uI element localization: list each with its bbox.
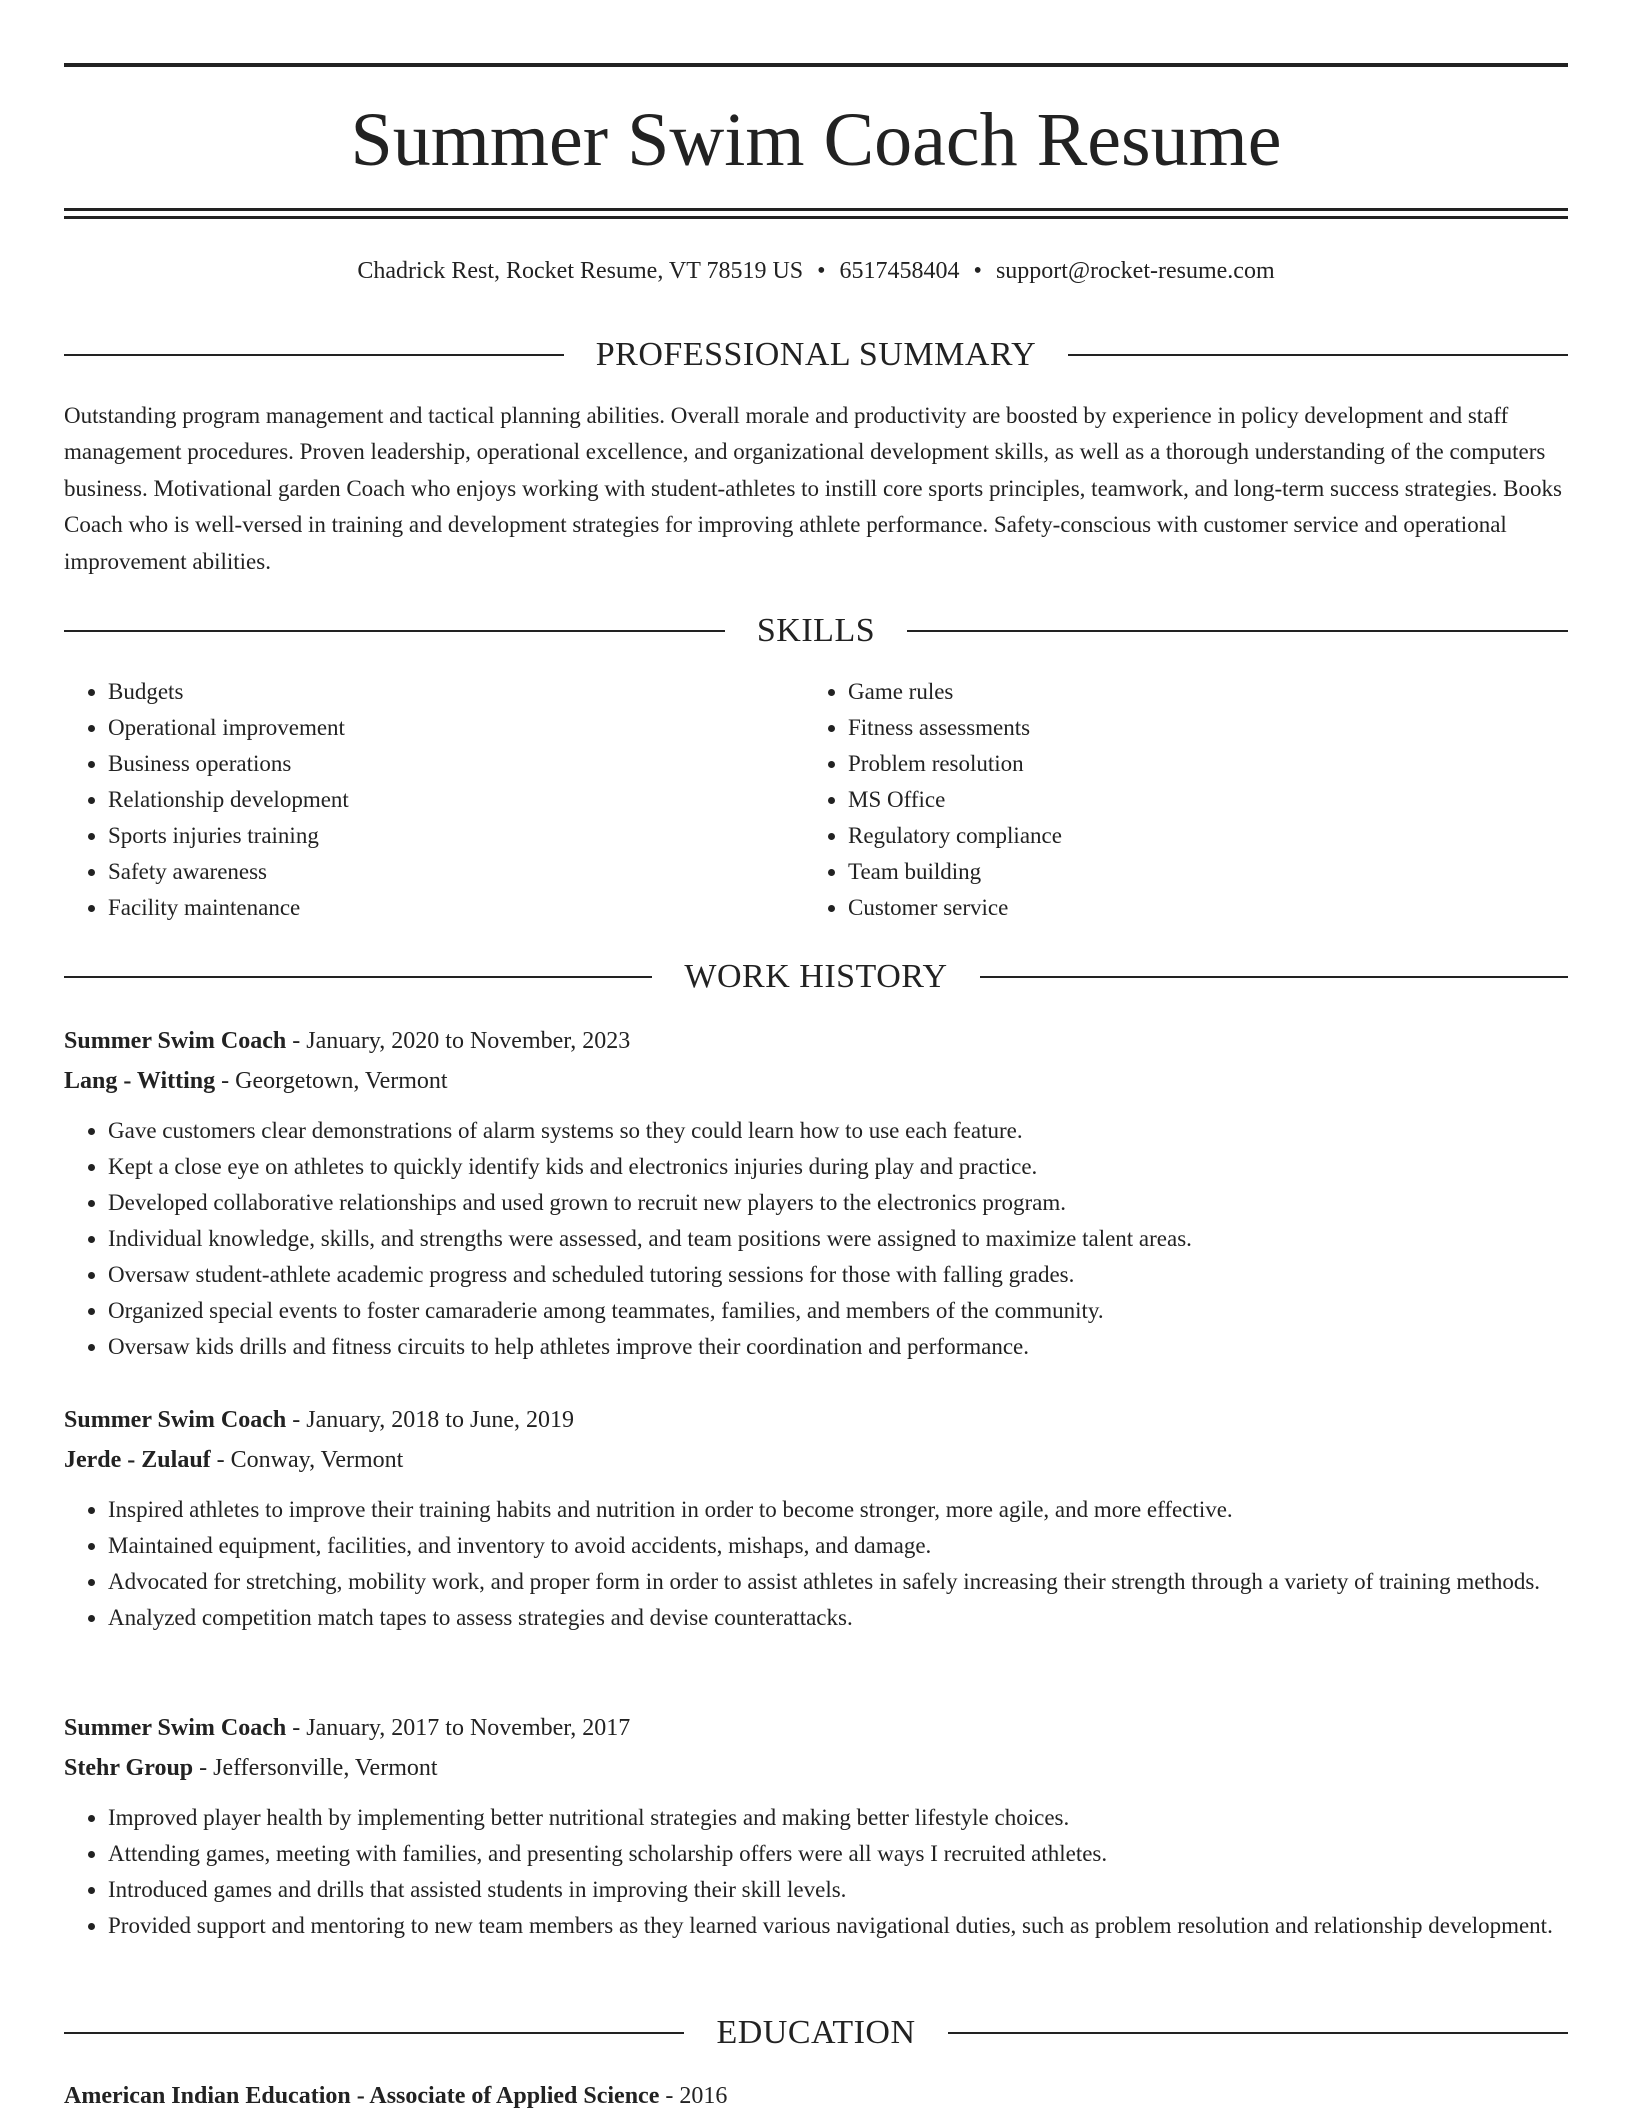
job-bullet: • Maintained equipment, facilities, and inventory to avoid accidents, mishaps, and damage. <box>108 1528 1568 1564</box>
job-employer-line <box>64 1750 1568 1786</box>
job-location: - Georgetown, Vermont <box>221 1068 448 1094</box>
job-bullet: • Inspired athletes to improve their training habits and nutrition in order to become stronger, more agile, and more effective. <box>108 1492 1568 1528</box>
skill-item: • Team building <box>848 854 1544 890</box>
skill-item: • Facility maintenance <box>108 890 804 926</box>
section-title: PROFESSIONAL SUMMARY <box>595 336 1037 373</box>
skill-item: • Business operations <box>108 746 804 782</box>
skill-item: • Sports injuries training <box>108 818 804 854</box>
skills-column-right <box>804 674 1544 926</box>
job-bullets <box>64 1800 1568 1944</box>
skill-item: • Budgets <box>108 674 804 710</box>
contact-phone: 6517458404 <box>839 258 960 284</box>
skill-item: • Regulatory compliance <box>848 818 1544 854</box>
contact-address: Chadrick Rest, Rocket Resume, VT 78519 US <box>357 258 804 284</box>
job-bullet: • Introduced games and drills that assisted students in improving their skill levels. <box>108 1872 1568 1908</box>
job-employer-line <box>64 1063 1568 1099</box>
job-bullets <box>64 1113 1568 1365</box>
job-role-line <box>64 1023 1568 1063</box>
education-year: - 2016 <box>665 2083 728 2109</box>
job-role-line <box>64 1402 1568 1442</box>
contact-separator: • <box>817 258 826 284</box>
job-entry <box>64 1402 1568 1636</box>
job-dates: - January, 2018 to June, 2019 <box>292 1407 574 1433</box>
job-bullet: • Individual knowledge, skills, and strengths were assessed, and team positions were assigned to maximize talent areas. <box>108 1221 1568 1257</box>
contact-email[interactable]: support@rocket-resume.com <box>995 258 1275 284</box>
job-dates: - January, 2020 to November, 2023 <box>292 1028 631 1054</box>
job-title: Summer Swim Coach <box>64 1407 287 1433</box>
job-bullet: • Organized special events to foster camaraderie among teammates, families, and members of the community. <box>108 1293 1568 1329</box>
job-company: Jerde - Zulauf <box>64 1447 211 1473</box>
section-header-summary <box>64 333 1568 377</box>
contact-separator: • <box>973 258 982 284</box>
contact-line <box>64 253 1568 289</box>
job-bullet: • Oversaw student-athlete academic progress and scheduled tutoring sessions for those with falling grades. <box>108 1257 1568 1293</box>
skills-list <box>64 674 1568 926</box>
skill-item: • Problem resolution <box>848 746 1544 782</box>
section-rule <box>980 976 1568 978</box>
section-rule <box>64 2032 684 2034</box>
job-title: Summer Swim Coach <box>64 1715 287 1741</box>
top-rule <box>64 63 1568 67</box>
skill-item: • Relationship development <box>108 782 804 818</box>
education-school-degree: American Indian Education - Associate of Applied Science <box>64 2083 660 2109</box>
education-entry <box>64 2078 1568 2114</box>
job-location: - Conway, Vermont <box>216 1447 404 1473</box>
job-role-line <box>64 1710 1568 1750</box>
skill-item: • Safety awareness <box>108 854 804 890</box>
section-rule <box>907 630 1568 632</box>
section-header-work-history <box>64 955 1568 999</box>
job-company: Stehr Group <box>64 1755 194 1781</box>
job-bullets <box>64 1492 1568 1636</box>
skills-column-left <box>64 674 804 926</box>
job-bullet: • Gave customers clear demonstrations of alarm systems so they could learn how to use each feature. <box>108 1113 1568 1149</box>
job-bullet: • Oversaw kids drills and fitness circuits to help athletes improve their coordination and performance. <box>108 1329 1568 1365</box>
job-entry <box>64 1023 1568 1365</box>
skill-item: • Customer service <box>848 890 1544 926</box>
job-title: Summer Swim Coach <box>64 1028 287 1054</box>
job-bullet: • Provided support and mentoring to new team members as they learned various navigational duties, such as problem resolution and relationship development. <box>108 1908 1568 1944</box>
job-employer-line <box>64 1442 1568 1478</box>
section-header-education <box>64 2011 1568 2055</box>
section-rule <box>64 630 725 632</box>
title-rule-upper <box>64 208 1568 211</box>
job-bullet: • Improved player health by implementing better nutritional strategies and making better lifestyle choices. <box>108 1800 1568 1836</box>
job-location: - Jeffersonville, Vermont <box>199 1755 438 1781</box>
job-company: Lang - Witting <box>64 1068 216 1094</box>
section-title: WORK HISTORY <box>684 958 948 995</box>
skill-item: • Fitness assessments <box>848 710 1544 746</box>
job-bullet: • Attending games, meeting with families, and presenting scholarship offers were all ways I recruited athletes. <box>108 1836 1568 1872</box>
job-bullet: • Analyzed competition match tapes to assess strategies and devise counterattacks. <box>108 1600 1568 1636</box>
skill-item: • Game rules <box>848 674 1544 710</box>
section-title: SKILLS <box>756 612 876 649</box>
job-dates: - January, 2017 to November, 2017 <box>292 1715 631 1741</box>
skill-item: • Operational improvement <box>108 710 804 746</box>
skill-item: • MS Office <box>848 782 1544 818</box>
summary-text: Outstanding program management and tactical planning abilities. Overall morale and productivity are boosted by experience in policy development and staff management procedures. Proven leadership, operational excellence, and organizational development skills, as well as a thorough understanding of the computers business. Motivational garden Coach who enjoys working with student-athletes to instill core sports principles, teamwork, and long-term success strategies. Books Coach who is well-versed in training and development strategies for improving athlete performance. Safety-conscious with customer service and operational improvement abilities. <box>64 403 1562 574</box>
section-rule <box>1068 354 1568 356</box>
section-rule <box>64 976 652 978</box>
section-rule <box>948 2032 1568 2034</box>
job-bullet: • Advocated for stretching, mobility work, and proper form in order to assist athletes in safely increasing their strength through a variety of training methods. <box>108 1564 1568 1600</box>
job-bullet: • Kept a close eye on athletes to quickly identify kids and electronics injuries during play and practice. <box>108 1149 1568 1185</box>
resume-title: Summer Swim Coach Resume <box>350 98 1282 182</box>
section-title: EDUCATION <box>716 2014 916 2051</box>
job-entry <box>64 1710 1568 1944</box>
section-rule <box>64 354 564 356</box>
section-header-skills <box>64 609 1568 653</box>
title-rule-lower <box>64 216 1568 219</box>
job-bullet: • Developed collaborative relationships and used grown to recruit new players to the electronics program. <box>108 1185 1568 1221</box>
